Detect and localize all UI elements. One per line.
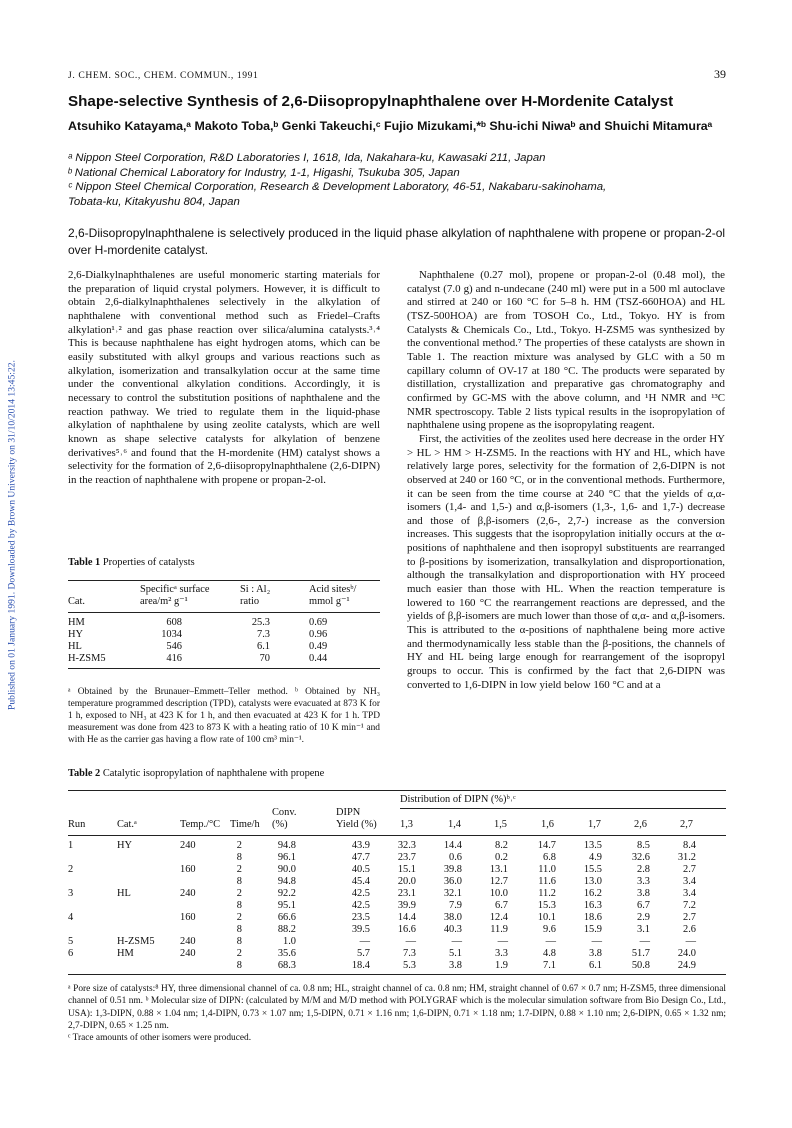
table-cell: 7.1: [543, 960, 556, 971]
table-cell: 240: [180, 936, 196, 947]
affiliations: [68, 151, 748, 209]
table-cell: —: [497, 936, 508, 947]
table-cell: 7.9: [449, 900, 462, 911]
table-cell: 15.9: [583, 924, 602, 935]
table-cell: 160: [180, 864, 196, 875]
table-row: [68, 852, 726, 864]
table-cell: 2: [68, 864, 74, 875]
table-cell: —: [591, 936, 602, 947]
table-row: HM 608 25.3 0.69: [68, 617, 328, 628]
table-cell: 3: [68, 888, 74, 899]
table-cell: —: [405, 936, 416, 947]
body-paragraph: First, the activities of the zeolites used here decrease in the order HY > HL > HM > H-ZSM5. In the reactions with HY and HL, which have relatively large pores, selectivity for the formation of 2,6-DIPN is not observed at 240 or 160 °C, or in the conventional methods. Furthermore, it can be seen from the time course at 240 °C that the yields of α,α-isomers (1,4- and 1,5-) and α,β-isomers (1,3-, 1,6- and 1,7-) decrease and those of β,β-isomers (2,6-, 2,7-) increase as the conversion increases. This suggests that the isopropylation initially occurs at the α-positions of naphthalene and then isopropyl substituents are rearranged to β-positions by isomerization, transalkylation and disproportionation, although the transalkylation and disproportionation with HY proceed much easier than those with HL. When the reaction temperature is lowered to 160 °C the rearrangement reactions are depressed, and the yields of β,β-isomers are much lower than those of α,α- and α,β-isomers. This is attributed to the α-positions of naphthalene being more active and thermodynamically less stable than the β-positions, the channels of HY and HL being large enough for rearrangement of the isopropyl groups to occur. This is confirmed by the fact that 2,6-DIPN was converted to 1,6-DIPN in low yield below 160 °C and at a: [407, 432, 725, 691]
table-cell: HL: [117, 888, 131, 899]
body-column-right: [407, 269, 725, 692]
table-cell: 2: [236, 864, 242, 875]
table-rule: [68, 790, 726, 791]
table-cell: 66.6: [277, 912, 296, 923]
table-cell: —: [359, 936, 370, 947]
table-cell: —: [685, 936, 696, 947]
table-cell: 18.4: [351, 960, 370, 971]
table-cell: 4: [68, 912, 74, 923]
table-cell: 18.6: [583, 912, 602, 923]
table1-header-acid: Acid sitesᵇ/ mmol g⁻¹: [309, 584, 357, 607]
affiliation-c-cont: Tobata-ku, Kitakyushu 804, Japan: [68, 195, 240, 208]
table2-header-distribution: Distribution of DIPN (%)ᵇ˒ᶜ: [400, 794, 516, 805]
table-cell: 43.9: [351, 840, 370, 851]
table-cell: 11.2: [538, 888, 556, 899]
table2-header-iso-16: 1,6: [541, 819, 554, 830]
table-cell: 45.4: [351, 876, 370, 887]
table-cell: 32.6: [631, 852, 650, 863]
table1-caption-text: Properties of catalysts: [102, 557, 195, 568]
table-rule: [68, 974, 726, 975]
table-cell: 240: [180, 840, 196, 851]
table-cell: 51.7: [631, 948, 650, 959]
affiliation-b: ᵇ National Chemical Laboratory for Industry, 1-1, Higashi, Tsukuba 305, Japan: [68, 166, 460, 179]
table2-header-dipn: DIPN Yield (%): [336, 807, 377, 830]
table2: [68, 790, 726, 980]
table-cell: 50.8: [631, 960, 650, 971]
table1-header-ratio: Si : Al₂ ratio: [240, 584, 271, 607]
table-row: [68, 876, 726, 888]
table-cell: 3.8: [589, 948, 602, 959]
table-row: H-ZSM5 416 70 0.44: [68, 653, 328, 664]
table-cell: 6.8: [543, 852, 556, 863]
table-cell: 0.6: [449, 852, 462, 863]
publication-sidebar-link[interactable]: [3, 275, 21, 795]
table-cell: 40.5: [351, 864, 370, 875]
table-cell: 8.5: [637, 840, 650, 851]
body-paragraph: 2,6-Dialkylnaphthalenes are useful monomeric starting materials for the preparation of liquid crystal polymers. However, it is difficult to obtain 2,6-dialkylnaphthalenes selectively in the alkylation of naphthalene with conventional method such as Friedel–Crafts alkylation¹˒² and gas phase reaction over silica/alumina catalysts.³˒⁴ This is because naphthalene has eight hydrogen atoms, which can be easily substituted with alkyl groups and various reactions such as alkylation, isomerization and transalkylation occur at the same time under the conventional alkylation conditions. Accordingly, it is necessary to control the substitution positions of naphthalene and the reaction pathway. We tried to regulate them in the liquid-phase alkylation of naphthalene by using zeolite catalysts, which are well known as shape selective catalysts for alkylation of benzene derivatives⁵˒⁶ and found that the H-mordenite (HM) catalyst shows a selectivity for the formation of 2,6-diisopropylnaphthalene (2,6-DIPN) in the reaction of naphthalene with propene or propan-2-ol.: [68, 269, 380, 486]
table-row: [68, 948, 726, 960]
table-cell: 3.4: [683, 888, 696, 899]
table-cell: 42.5: [351, 888, 370, 899]
table2-footnote: ᵃ Pore size of catalysts:⁸ HY, three dimensional channel of ca. 0.8 nm; HL, straight channel of ca. 0.8 nm; HM, straight channel of 0.67 × 0.7 nm; H-ZSM5, three dimensional channel of 0.51 nm. ᵇ Molecular size of DIPN: (calculated by M/M and M/D method with POLYGRAF which is the molecular simulation software from Bio Design Co., Ltd., USA): 1,3-DIPN, 0.88 × 1.04 nm; 1,4-DIPN, 0.73 × 1.07 nm; 1,5-DIPN, 0.71 × 1.16 nm; 1,6-DIPN, 0.71 × 1.18 nm; 1.7-DIPN, 0.88 × 1.10 nm; 2,6-DIPN, 0.65 × 1.32 nm; 2,7-DIPN, 0.65 × 1.25 nm.: [68, 984, 726, 1031]
table-cell: —: [545, 936, 556, 947]
table-cell: 5: [68, 936, 74, 947]
table-cell: 23.7: [397, 852, 416, 863]
table-rule: [68, 612, 380, 613]
abstract: 2,6-Diisopropylnaphthalene is selectively produced in the liquid phase alkylation of naphthalene with propene or propan-2-ol over H-mordenite catalyst.: [68, 226, 726, 257]
table-cell: 8: [236, 924, 242, 935]
table-row: [68, 900, 726, 912]
table-cell: 8.4: [683, 840, 696, 851]
body-column-left: [68, 269, 380, 488]
table-cell: 96.1: [277, 852, 296, 863]
table-cell: 14.7: [537, 840, 556, 851]
table-cell: 240: [180, 888, 196, 899]
table-cell: 24.0: [677, 948, 696, 959]
table-cell: 3.1: [637, 924, 650, 935]
table2-header-time: Time/h: [230, 819, 260, 830]
table-rule: [400, 808, 726, 809]
table2-header-cat: Cat.ᵃ: [117, 819, 137, 830]
table-rule: [68, 580, 380, 581]
article-title: Shape-selective Synthesis of 2,6-Diisopropylnaphthalene over H-Mordenite Catalyst: [68, 93, 674, 110]
table-cell: 95.1: [277, 900, 296, 911]
table2-header-iso-15: 1,5: [494, 819, 507, 830]
table-cell: 8.2: [495, 840, 508, 851]
table-cell: 3.8: [637, 888, 650, 899]
table-cell: 12.7: [489, 876, 508, 887]
table2-header-iso-17: 1,7: [588, 819, 601, 830]
table2-caption: [68, 768, 324, 779]
table-row: HL 546 6.1 0.49: [68, 641, 328, 652]
sidebar-text[interactable]: Published on 01 January 1991. Downloaded by Brown University on 31/10/2014 13:45:22.: [6, 360, 18, 710]
table-cell: 5.1: [449, 948, 462, 959]
table-cell: 11.6: [538, 876, 556, 887]
table1: [68, 580, 380, 684]
table-cell: 23.5: [351, 912, 370, 923]
table-cell: 88.2: [277, 924, 296, 935]
table-cell: 47.7: [351, 852, 370, 863]
table-cell: 15.3: [537, 900, 556, 911]
table-cell: 5.7: [357, 948, 370, 959]
table-cell: 8: [236, 852, 242, 863]
table-row: [68, 912, 726, 924]
table-cell: 15.1: [397, 864, 416, 875]
table-cell: 8: [236, 900, 242, 911]
table-cell: 2: [236, 888, 242, 899]
table2-header-temp: Temp./°C: [180, 819, 221, 830]
table-cell: 38.0: [443, 912, 462, 923]
table-cell: 10.1: [537, 912, 556, 923]
table-cell: 92.2: [277, 888, 296, 899]
table1-header-surface: Specificᵃ surface area/m² g⁻¹: [140, 584, 210, 607]
table-cell: 68.3: [277, 960, 296, 971]
table-cell: 6: [68, 948, 74, 959]
table-cell: 240: [180, 948, 196, 959]
table2-footnotes: [68, 983, 726, 1044]
table-cell: 7.2: [683, 900, 696, 911]
table1-caption-label: Table 1: [68, 557, 101, 568]
table-cell: 2.9: [637, 912, 650, 923]
table2-header-iso-26: 2,6: [634, 819, 647, 830]
table1-caption: [68, 557, 195, 568]
table-cell: 0.2: [495, 852, 508, 863]
affiliation-a: ᵃ Nippon Steel Corporation, R&D Laboratories I, 1618, Ida, Nakahara-ku, Kawasaki 211, Japan: [68, 152, 546, 164]
table-rule: [68, 835, 726, 836]
table-cell: 39.5: [351, 924, 370, 935]
table2-header-conv: Conv. (%): [272, 807, 297, 830]
table-cell: 1: [68, 840, 74, 851]
table-cell: 24.9: [677, 960, 696, 971]
table-cell: 15.5: [583, 864, 602, 875]
table-cell: 13.0: [583, 876, 602, 887]
table2-header-iso-13: 1,3: [400, 819, 413, 830]
table-cell: 1.0: [283, 936, 296, 947]
table-cell: 35.6: [277, 948, 296, 959]
table-cell: 6.7: [495, 900, 508, 911]
table-rule: [68, 668, 380, 669]
table-cell: —: [639, 936, 650, 947]
table-cell: 4.9: [589, 852, 602, 863]
table-cell: 32.3: [397, 840, 416, 851]
table-cell: 14.4: [397, 912, 416, 923]
table-cell: 94.8: [277, 840, 296, 851]
table1-footnote: ᵃ Obtained by the Brunauer–Emmett–Teller method. ᵇ Obtained by NH₃ temperature programmed description (TPD), catalysts were evacuated at 873 K for 1 h, exposed to NH₃ at 423 K for 1 h, and then evacuated at 423 K for 1 h. TPD measurement was done from 423 to 873 K with a heating ratio of 10 K min⁻¹ and with He as the carrier gas having a flow rate of 100 cm³ min⁻¹.: [68, 687, 380, 746]
table-cell: 2.7: [683, 912, 696, 923]
table2-caption-text: Catalytic isopropylation of naphthalene with propene: [102, 768, 325, 779]
table-cell: —: [451, 936, 462, 947]
table-cell: 40.3: [443, 924, 462, 935]
table-cell: 160: [180, 912, 196, 923]
table2-header-run: Run: [68, 819, 86, 830]
table2-footnote: ᶜ Trace amounts of other isomers were produced.: [68, 1033, 252, 1044]
table-cell: 6.7: [637, 900, 650, 911]
table-cell: 8: [236, 876, 242, 887]
table-cell: 94.8: [277, 876, 296, 887]
table-row: HY 1034 7.3 0.96: [68, 629, 328, 640]
table-cell: 7.3: [403, 948, 416, 959]
table-cell: 8: [236, 960, 242, 971]
table-cell: 13.5: [583, 840, 602, 851]
table-cell: H-ZSM5: [117, 936, 155, 947]
table-cell: 10.0: [489, 888, 508, 899]
table-cell: 3.3: [495, 948, 508, 959]
table-cell: 2: [236, 948, 242, 959]
table2-header-iso-14: 1,4: [448, 819, 461, 830]
table-cell: 36.0: [443, 876, 462, 887]
table-cell: HY: [117, 840, 133, 851]
table-cell: 14.4: [443, 840, 462, 851]
table-cell: 4.8: [543, 948, 556, 959]
table-cell: 16.3: [583, 900, 602, 911]
table-cell: 3.4: [683, 876, 696, 887]
table2-caption-label: Table 2: [68, 768, 101, 779]
table-cell: 1.9: [495, 960, 508, 971]
table-cell: 90.0: [277, 864, 296, 875]
table-cell: 2.7: [683, 864, 696, 875]
table-cell: 2.6: [683, 924, 696, 935]
author-list: Atsuhiko Katayama,ᵃ Makoto Toba,ᵇ Genki Takeuchi,ᶜ Fujio Mizukami,*ᵇ Shu-ichi Niwaᵇ and Shuichi Mitamuraᵃ: [68, 119, 713, 133]
table-cell: HM: [117, 948, 134, 959]
table-cell: 23.1: [397, 888, 416, 899]
table-cell: 20.0: [397, 876, 416, 887]
table-row: [68, 840, 726, 852]
table-cell: 11.0: [538, 864, 556, 875]
table1-header-cat: Cat.: [68, 596, 86, 607]
table-cell: 3.8: [449, 960, 462, 971]
table-cell: 12.4: [489, 912, 508, 923]
table-cell: 16.6: [397, 924, 416, 935]
table-cell: 2: [236, 912, 242, 923]
table-cell: 8: [236, 936, 242, 947]
table-cell: 16.2: [583, 888, 602, 899]
page-number: 39: [714, 67, 726, 81]
table-cell: 6.1: [589, 960, 602, 971]
table-cell: 32.1: [443, 888, 462, 899]
body-paragraph: Naphthalene (0.27 mol), propene or propan-2-ol (0.48 mol), the catalyst (7.0 g) and n-undecane (240 ml) were put in a 500 ml autoclave and stirred at 240 or 160 °C for 5–8 h. HM (TSZ-660HOA) and HL (TSZ-500HOA) are from TOSOH Co., Ltd., Tokyo. HY is from Catalysts & Chemicals Co., Ltd., Tokyo. H-ZSM5 was synthesized by the conventional method.⁷ The properties of these catalysts are shown in Table 1. The reaction mixture was analysed by GLC with a 50 m capillary column of OV-17 at 180 °C. The products were separated by distillation, crystallization and preparative gas chromatography and confirmed by GC-MS with the above column, and ¹H NMR and ¹³C NMR spectroscopy. Table 2 lists typical results in the isopropylation of naphthalene using propene as the isopropylating reagent.: [407, 269, 725, 432]
table-cell: 5.3: [403, 960, 416, 971]
table-cell: 3.3: [637, 876, 650, 887]
table-row: [68, 888, 726, 900]
table-cell: 42.5: [351, 900, 370, 911]
table-cell: 39.9: [397, 900, 416, 911]
table-row: [68, 924, 726, 936]
table-cell: 2.8: [637, 864, 650, 875]
table-row: [68, 936, 726, 948]
table-row: [68, 864, 726, 876]
table-row: [68, 960, 726, 972]
table2-header-iso-27: 2,7: [680, 819, 693, 830]
table-cell: 31.2: [677, 852, 696, 863]
table-cell: 9.6: [543, 924, 556, 935]
affiliation-c: ᶜ Nippon Steel Chemical Corporation, Research & Development Laboratory, 46-51, Nakabaru-sakinohama,: [68, 181, 607, 194]
running-header: J. CHEM. SOC., CHEM. COMMUN., 1991: [68, 70, 259, 81]
table-cell: 39.8: [443, 864, 462, 875]
table-cell: 11.9: [490, 924, 508, 935]
table-cell: 2: [236, 840, 242, 851]
table-cell: 13.1: [489, 864, 508, 875]
